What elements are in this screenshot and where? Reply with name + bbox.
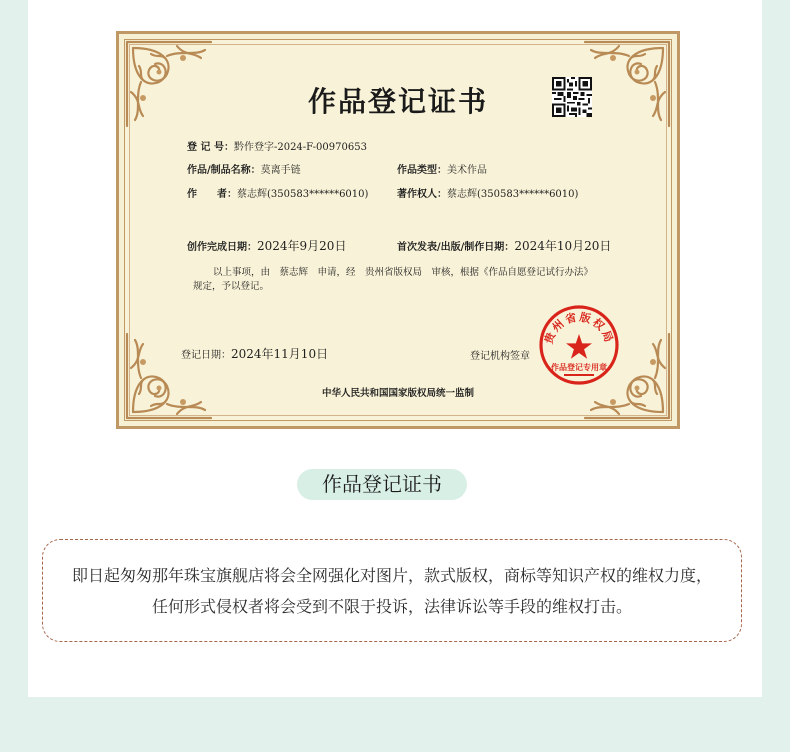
author-label: 作 者： <box>187 189 237 200</box>
official-seal-icon <box>538 304 620 386</box>
statement-line: 规定，予以登记。 <box>193 281 270 292</box>
notice-line: 即日起匆匆那年珠宝旗舰店将会全网强化对图片，款式版权，商标等知识产权的维权力度， <box>71 566 712 585</box>
work-type-row <box>397 161 487 176</box>
copyright-certificate <box>116 31 680 429</box>
authority-seal-label: 登记机构签章 <box>470 351 530 362</box>
svg-text:贵州省版权局: 贵州省版权局 <box>542 310 616 346</box>
registration-date: 2024年11月10日 <box>231 347 329 361</box>
svg-text:作品登记专用章: 作品登记专用章 <box>551 362 607 372</box>
publication-date-row <box>397 237 611 254</box>
registration-number-row <box>187 138 367 153</box>
registration-number: 黔作登字-2024-F-00970653 <box>233 142 367 153</box>
registration-date-label: 登记日期： <box>181 350 231 361</box>
copyright-owner-row <box>397 185 578 200</box>
publication-date: 2024年10月20日 <box>514 239 612 253</box>
certificate-footer: 中华人民共和国国家版权局统一监制 <box>321 388 474 399</box>
certificate-statement <box>193 266 653 294</box>
registration-date-row <box>181 345 328 362</box>
publication-date-label: 首次发表/出版/制作日期： <box>397 242 515 253</box>
certificate-title: 作品登记证书 <box>307 85 488 118</box>
copyright-owner: 蔡志辉(350583******6010) <box>447 189 579 200</box>
ornament-corner-icon <box>121 328 217 424</box>
work-name-row <box>187 161 301 176</box>
work-type-label: 作品类型： <box>397 165 447 176</box>
qr-code-icon[interactable] <box>552 77 592 117</box>
notice-line: 任何形式侵权者将会受到不限于投诉，法律诉讼等手段的维权打击。 <box>151 597 632 616</box>
work-type: 美术作品 <box>447 165 487 176</box>
creation-date-row <box>187 237 346 254</box>
creation-date-label: 创作完成日期： <box>187 242 257 253</box>
registration-number-label: 登 记 号： <box>187 142 234 153</box>
work-name-label: 作品/制品名称： <box>187 165 261 176</box>
author-row <box>187 185 368 200</box>
copyright-owner-label: 著作权人： <box>397 189 447 200</box>
copyright-notice <box>42 539 742 642</box>
author: 蔡志辉(350583******6010) <box>237 189 369 200</box>
work-name: 莫离手链 <box>260 165 301 176</box>
certificate-caption: 作品登记证书 <box>297 469 467 500</box>
creation-date: 2024年9月20日 <box>257 239 347 253</box>
statement-line: 以上事项，由 蔡志辉 申请，经 贵州省版权局 审核，根据《作品自愿登记试行办法》 <box>213 267 594 278</box>
